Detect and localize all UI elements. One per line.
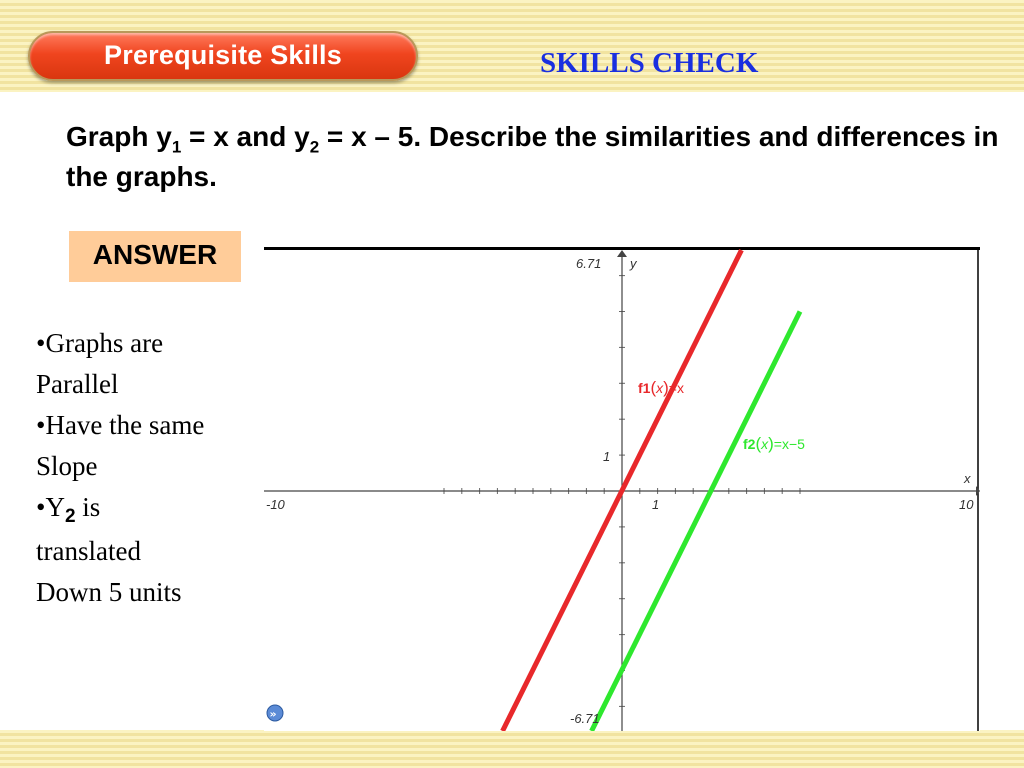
- y-max-label: 6.71: [576, 256, 602, 271]
- bullet-3-prefix: •Y: [36, 492, 65, 522]
- question-text: [66, 117, 1006, 197]
- question-part-1: Graph y: [66, 121, 172, 152]
- f2-label: f2(x)=x−5: [743, 434, 805, 453]
- page-title: SKILLS CHECK: [540, 47, 759, 79]
- footer-band: [0, 730, 1024, 768]
- bullet-3-line-2: translated: [36, 536, 141, 566]
- f2-label-fn: f2: [743, 436, 756, 452]
- bullet-2-line-1: •Have the same: [36, 410, 205, 440]
- y-min-label: -6.71: [570, 711, 600, 726]
- f2-label-expr: =x−5: [773, 436, 805, 452]
- question-sub-1: 1: [171, 137, 182, 157]
- expand-icon[interactable]: [267, 705, 283, 721]
- bullet-3-suffix: is: [75, 492, 101, 522]
- y-unit-label: 1: [603, 449, 611, 464]
- x-min-label: -10: [266, 497, 285, 512]
- question-part-2: = x and y: [181, 121, 310, 152]
- f1-label: f1(x)=x: [638, 378, 684, 397]
- f1-label-expr: =x: [668, 380, 684, 396]
- section-label: Prerequisite Skills: [104, 40, 342, 70]
- answer-bullets: [36, 323, 256, 613]
- bullet-3-sub: 2: [64, 506, 76, 527]
- bullet-2-line-2: Slope: [36, 451, 98, 481]
- answer-label: ANSWER: [92, 239, 218, 270]
- bullet-1-line-1: •Graphs are: [36, 328, 164, 358]
- function-graph: [264, 247, 980, 731]
- question-sub-2: 2: [309, 137, 320, 157]
- x-unit-label: 1: [652, 497, 660, 512]
- svg-text:»: »: [269, 707, 277, 721]
- bullet-1-line-2: Parallel: [36, 369, 119, 399]
- question-part-3: = x – 5. Describe the similarities and differences in the graphs.: [66, 121, 999, 192]
- f1-label-fn: f1: [638, 380, 651, 396]
- x-axis-label: x: [964, 471, 971, 486]
- bullet-3-line-1: [36, 487, 256, 531]
- bullet-3-line-3: Down 5 units: [36, 577, 182, 607]
- x-max-label: 10: [959, 497, 974, 512]
- y-axis-label: y: [630, 256, 637, 271]
